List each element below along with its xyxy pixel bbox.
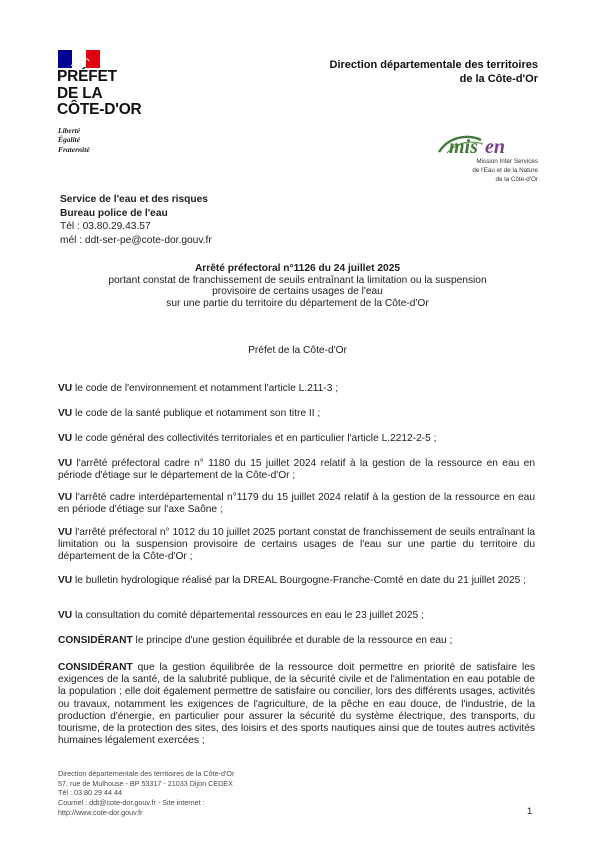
recital-text: que la gestion équilibrée de la ressource doit permettre en priorité de satisfaire les exigences de la santé, de la salubrité publique, de la sécurité civile et de l'alimentation en eau potable de la population ; elle doit également permettre de satisfaire ou concilier, lors des différents usages, activités ou travaux, notamment les exigences de l'agriculture, de la pêche en eau douce, de l'industrie, de la production d'énergie, en particulier pour assurer la sécurité du système électrique, des transports, du tourisme, de la protection des sites, des loisirs et des sports nautiques ainsi que de toutes autres activités humaines légalement exercées ;	[58, 662, 535, 747]
recital-text: le principe d'une gestion équilibrée et durable de la ressource en eau ;	[132, 635, 453, 646]
recital-text: le bulletin hydrologique réalisé par la DREAL Bourgogne-Franche-Comté en date du 21 juillet 2025 ;	[72, 575, 526, 586]
direction-line: Direction départementale des territoires	[329, 59, 538, 71]
recital-text: la consultation du comité départemental ressources en eau le 23 juillet 2025 ;	[72, 610, 424, 621]
direction-heading	[330, 58, 538, 86]
marianne-logo	[58, 50, 100, 68]
service-email: mél : ddt-ser-pe@cote-dor.gouv.fr	[60, 234, 212, 246]
svg-text:en: en	[485, 136, 505, 158]
recital-keyword: VU	[58, 433, 73, 444]
service-contact-block	[60, 193, 212, 247]
page-footer	[58, 769, 234, 818]
recital-paragraph	[58, 662, 535, 747]
motto-line: Fraternité	[58, 144, 90, 154]
recital-paragraph	[58, 527, 535, 564]
recital-paragraph	[58, 492, 535, 516]
recital-text: l'arrêté préfectoral cadre n° 1180 du 15 juillet 2024 relatif à la gestion de la ressource en eau en période d'étiage sur le département de la Côte-d'Or ;	[58, 458, 535, 482]
prefet-heading: Préfet de la Côte-d'Or	[248, 345, 347, 356]
decree-title	[60, 263, 535, 309]
prefecture-line: CÔTE-D'OR	[57, 101, 142, 118]
recital-keyword: VU	[58, 408, 73, 419]
decree-subtitle-line: provisoire de certains usages de l'eau	[212, 286, 383, 298]
recital-text: le code de l'environnement et notamment l'article L.211-3 ;	[72, 383, 339, 394]
misen-caption-line: de l'Eau et de la Nature	[472, 166, 538, 174]
recital-text: le code général des collectivités territoriales et en particulier l'article L.2212-2-5 ;	[72, 433, 437, 444]
service-name: Service de l'eau et des risques	[60, 194, 208, 205]
direction-line: de la Côte-d'Or	[459, 73, 538, 85]
recital-text: l'arrêté préfectoral n° 1012 du 10 juillet 2025 portant constat de franchissement de seuils entraînant la limitation ou la suspension provisoire de certains usages de l'eau sur une partie du territoire du département de la Côte-d'Or ;	[58, 527, 535, 563]
misen-caption-line: de la Côte-d'Or	[495, 175, 538, 183]
recital-keyword: VU	[58, 492, 73, 503]
recital-keyword: VU	[58, 527, 73, 538]
recital-paragraph	[58, 408, 535, 420]
service-phone: Tél : 03.80.29.43.57	[60, 221, 151, 233]
recital-keyword: VU	[58, 458, 73, 469]
misen-caption-line: Mission Inter Services	[476, 158, 538, 165]
decree-subtitle-line: portant constat de franchissement de seuils entraînant la limitation ou la suspension	[108, 274, 487, 286]
footer-line: Courriel : ddt@cote-dor.gouv.fr - Site internet :	[58, 798, 205, 808]
recital-paragraph	[58, 458, 535, 482]
misen-caption	[472, 158, 538, 184]
decree-title-line: Arrêté préfectoral n°1126 du 24 juillet 2025	[194, 263, 401, 274]
motto-line: Liberté	[58, 126, 81, 135]
prefecture-line: PRÉFET	[57, 68, 117, 85]
recital-keyword: CONSIDÉRANT	[58, 635, 133, 646]
recital-paragraph	[58, 610, 535, 622]
decree-subtitle-line: sur une partie du territoire du département de la Côte-d'Or	[166, 297, 429, 309]
prefecture-name	[57, 69, 142, 119]
recital-keyword: VU	[58, 610, 73, 621]
footer-line: 57, rue de Mulhouse - BP 53317 - 21033 Dijon CEDEX	[58, 778, 233, 788]
misen-logo	[435, 130, 535, 158]
recital-text: le code de la santé publique et notamment son titre II ;	[72, 408, 321, 419]
recital-paragraph	[58, 575, 535, 587]
recital-paragraph	[58, 383, 535, 395]
recital-keyword: VU	[58, 383, 73, 394]
svg-text:mis: mis	[449, 136, 478, 158]
recital-keyword: VU	[58, 575, 73, 586]
recital-keyword: CONSIDÉRANT	[58, 662, 133, 673]
footer-line: Tél : 03 80 29 44 44	[58, 788, 122, 798]
recital-text: l'arrêté cadre interdépartemental n°1179 du 15 juillet 2024 relatif à la gestion de la ressource en eau en période d'étiage sur l'axe Saône ;	[58, 492, 535, 516]
recital-paragraph	[58, 635, 535, 647]
page-number: 1	[527, 806, 533, 817]
republic-motto	[58, 126, 90, 154]
footer-line: Direction départementale des territoires de la Côte-d'Or	[58, 769, 235, 778]
prefecture-line: DE LA	[57, 84, 103, 102]
motto-line: Égalité	[58, 135, 81, 145]
footer-line: http://www.cote-dor.gouv.fr	[58, 807, 143, 817]
recital-paragraph	[58, 433, 535, 445]
bureau-name: Bureau police de l'eau	[60, 207, 168, 219]
